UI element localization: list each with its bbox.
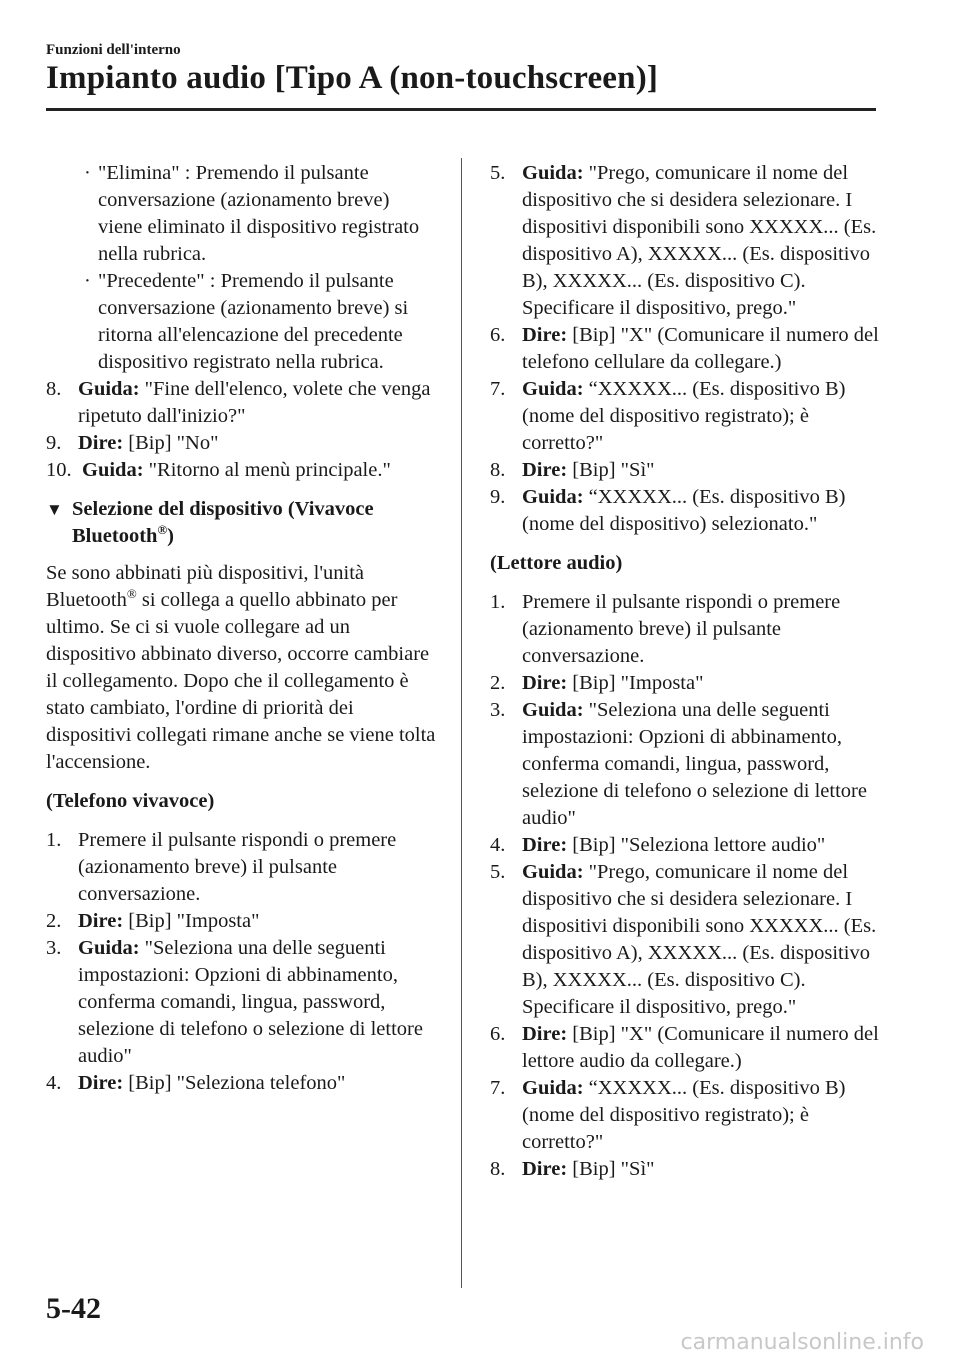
- step-item: 7. Guida: “XXXXX... (Es. dispositivo B) (nome del dispositivo registrato); è corretto?": [490, 1077, 846, 1153]
- group-title: (Lettore audio): [490, 552, 623, 574]
- watermark: carmanualsonline.info: [680, 1330, 924, 1355]
- step-item: 2. Dire: [Bip] "Imposta": [46, 910, 260, 932]
- step-item: 1. Premere il pulsante rispondi o premere (azionamento breve) il pulsante conversazione.: [490, 591, 841, 667]
- step-item: 7. Guida: “XXXXX... (Es. dispositivo B) (nome del dispositivo registrato); è corretto?": [490, 378, 846, 454]
- step-item: 4. Dire: [Bip] "Seleziona lettore audio": [490, 834, 826, 856]
- step-item: 1. Premere il pulsante rispondi o premere (azionamento breve) il pulsante conversazione.: [46, 829, 397, 905]
- column-left: [46, 160, 438, 1097]
- step-item: 3. Guida: "Seleziona una delle seguenti impostazioni: Opzioni di abbinamento, conferma comandi, lingua, password, selezione di telefono o selezione di lettore audio": [490, 699, 867, 829]
- column-right: [490, 160, 890, 1183]
- step-item: 6. Dire: [Bip] "X" (Comunicare il numero del lettore audio da collegare.): [490, 1023, 879, 1072]
- step-item: 8. Dire: [Bip] "Sì": [490, 459, 655, 481]
- step-item: 2. Dire: [Bip] "Imposta": [490, 672, 704, 694]
- step-item: 10. Guida: "Ritorno al menù principale.": [46, 459, 391, 481]
- step-item: 3. Guida: "Seleziona una delle seguenti impostazioni: Opzioni di abbinamento, conferma comandi, lingua, password, selezione di telefono o selezione di lettore audio": [46, 937, 423, 1067]
- column-divider: [461, 158, 462, 1288]
- step-item: 9. Guida: “XXXXX... (Es. dispositivo B) (nome del dispositivo) selezionato.": [490, 486, 846, 535]
- body-paragraph: Se sono abbinati più dispositivi, l'unità Bluetooth® si collega a quello abbinato per ultimo. Se ci si vuole collegare ad un dispositivo abbinato diverso, occorre cambiare il collegamento. Dopo che il collegamento è stato cambiato, l'ordine di priorità dei dispositivi collegati rimane anche se viene tolta l'accensione.: [46, 562, 436, 773]
- bullet-item: · "Precedente" : Premendo il pulsante conversazione (azionamento breve) si ritorna all'elencazione del precedente dispositivo registrato nella rubrica.: [84, 270, 409, 373]
- title-rule: [46, 108, 876, 111]
- bullet-dot-icon: ·: [84, 270, 91, 292]
- step-item: 5. Guida: "Prego, comunicare il nome del dispositivo che si desidera selezionare. I dispositivi disponibili sono XXXXX... (Es. dispositivo A), XXXXX... (Es. dispositivo B), XXXXX... (Es. dispositivo C). Specificare il dispositivo, prego.": [490, 861, 877, 1018]
- bullet-dot-icon: ·: [84, 162, 91, 184]
- page-title: Impianto audio [Tipo A (non-touchscreen)]: [46, 60, 659, 96]
- step-item: 4. Dire: [Bip] "Seleziona telefono": [46, 1072, 346, 1094]
- section-label: Funzioni dell'interno: [46, 42, 181, 58]
- bullet-item: · "Elimina" : Premendo il pulsante conversazione (azionamento breve) viene eliminato il dispositivo registrato nella rubrica.: [84, 162, 420, 265]
- step-item: 8. Dire: [Bip] "Sì": [490, 1158, 655, 1180]
- step-item: 6. Dire: [Bip] "X" (Comunicare il numero del telefono cellulare da collegare.): [490, 324, 879, 373]
- subsection-heading: ▼ Selezione del dispositivo (Vivavoce Bluetooth®): [46, 498, 374, 547]
- group-title: (Telefono vivavoce): [46, 790, 215, 812]
- step-item: 8. Guida: "Fine dell'elenco, volete che venga ripetuto dall'inizio?": [46, 378, 431, 427]
- page-number: 5-42: [46, 1292, 101, 1325]
- step-item: 5. Guida: "Prego, comunicare il nome del dispositivo che si desidera selezionare. I dispositivi disponibili sono XXXXX... (Es. dispositivo A), XXXXX... (Es. dispositivo B), XXXXX... (Es. dispositivo C). Specificare il dispositivo, prego.": [490, 162, 877, 319]
- triangle-down-icon: ▼: [46, 500, 63, 519]
- step-item: 9. Dire: [Bip] "No": [46, 432, 219, 454]
